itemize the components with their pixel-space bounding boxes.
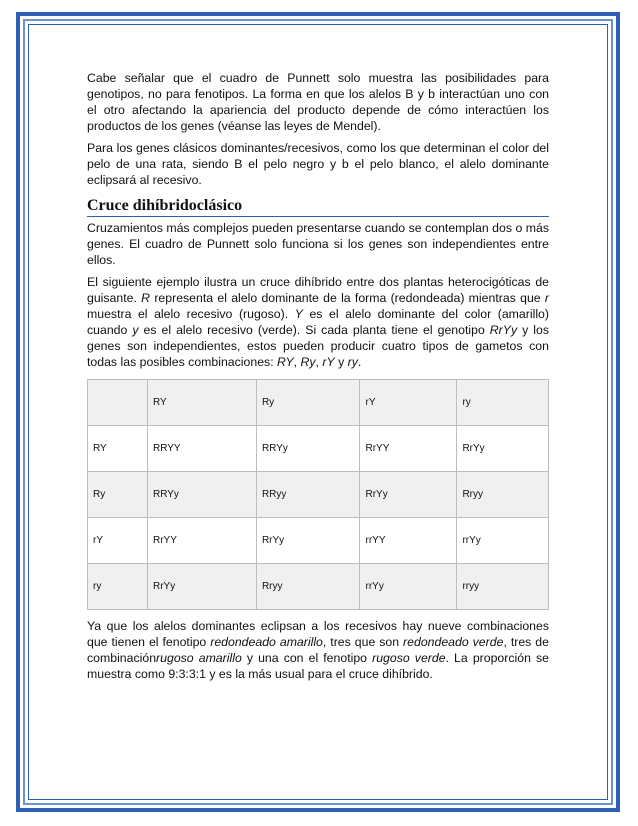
table-row [88,564,549,610]
paragraph-pea-example [87,274,549,370]
text-run: . [357,355,362,369]
separator: y [334,355,348,369]
table-header-cell: ry [457,380,549,426]
table-row [88,518,549,564]
table-row-header-cell: RY [88,426,148,472]
table-cell: RRYy [148,472,257,518]
table-row-header-cell: Ry [88,472,148,518]
text-run: y una con el fenotipo [241,651,373,665]
gamete-ry: ry [347,355,358,369]
separator: , [293,355,301,369]
allele-R: R [141,291,151,305]
text-run: . La proporción se muestra como 9:3:3:1 y es la más usual para el cruce dihíbrido. [87,651,549,681]
phenotype-round-green: redondeado verde [403,635,504,649]
text-run: , tres de combinación [87,635,549,665]
table-cell: RrYy [360,472,457,518]
table-row-header-cell: rY [88,518,148,564]
table-header-cell: rY [360,380,457,426]
phenotype-round-yellow: redondeado amarillo [210,635,323,649]
table-cell: RrYY [360,426,457,472]
allele-y: y [132,323,139,337]
table-cell: rrYy [360,564,457,610]
text-run: , tres que son [322,635,404,649]
table-cell: RRYy [256,426,360,472]
table-row [88,426,549,472]
table-row [88,472,549,518]
text-run: El siguiente ejemplo ilustra un cruce dihíbrido entre dos plantas heterocigóticas de guisante. [87,275,549,305]
table-cell: rryy [457,564,549,610]
table-cell: RrYy [256,518,360,564]
table-cell: rrYY [360,518,457,564]
separator: , [315,355,323,369]
text-run: y los genes son independientes, estos pueden producir cuatro tipos de gametos con todas las posibles combinaciones: [87,323,550,369]
text-run: muestra el alelo recesivo (rugoso). [87,307,295,321]
section-heading: Cruce dihíbridoclásico [87,198,549,217]
text-run: es el alelo recesivo (verde). Si cada planta tiene el genotipo [138,323,490,337]
text-run: es el alelo dominante del color (amarillo) cuando [87,307,549,337]
genotype-RrYy: RrYy [489,323,518,337]
phenotype-wrinkled-green: rugoso verde [372,651,446,665]
table-cell: RRYY [148,426,257,472]
table-header-cell: RY [148,380,257,426]
table-row-header-cell: ry [88,564,148,610]
gamete-RY: RY [277,355,294,369]
text-run: representa el alelo dominante de la forma (redondeada) mientras que [150,291,545,305]
paragraph-phenotype-ratio [87,618,549,682]
phenotype-wrinkled-yellow: rugoso amarillo [156,651,242,665]
table-cell: RrYY [148,518,257,564]
allele-Y: Y [294,307,303,321]
paragraph-punnett-note: Cabe señalar que el cuadro de Punnett solo muestra las posibilidades para genotipos, no para fenotipos. La forma en que los alelos B y b interactúan uno con el otro afectando la apariencia del producto depende de cómo interactúen los productos de los genes (véanse las leyes de Mendel). [87,71,549,133]
table-cell: RrYy [457,426,549,472]
table-header-cell: Ry [256,380,360,426]
table-header-row [88,380,549,426]
table-cell: RrYy [148,564,257,610]
table-cell: Rryy [256,564,360,610]
table-cell: Rryy [457,472,549,518]
document-body [87,70,549,688]
paragraph-dihybrid-intro: Cruzamientos más complejos pueden presentarse cuando se contemplan dos o más genes. El cuadro de Punnett solo funciona si los genes son independientes entre ellos. [87,221,549,267]
gamete-rY: rY [322,355,335,369]
text-run: Ya que los alelos dominantes eclipsan a los recesivos hay nueve combinaciones que tienen el fenotipo [87,619,549,649]
table-header-cell [88,380,148,426]
paragraph-dominant-recessive: Para los genes clásicos dominantes/recesivos, como los que determinan el color del pelo de una rata, siendo B el pelo negro y b el pelo blanco, el alelo dominante eclipsará al recesivo. [87,141,549,187]
gamete-Ry: Ry [300,355,316,369]
table-cell: rrYy [457,518,549,564]
punnett-square-table [87,379,549,610]
table-cell: RRyy [256,472,360,518]
allele-r: r [544,291,549,305]
